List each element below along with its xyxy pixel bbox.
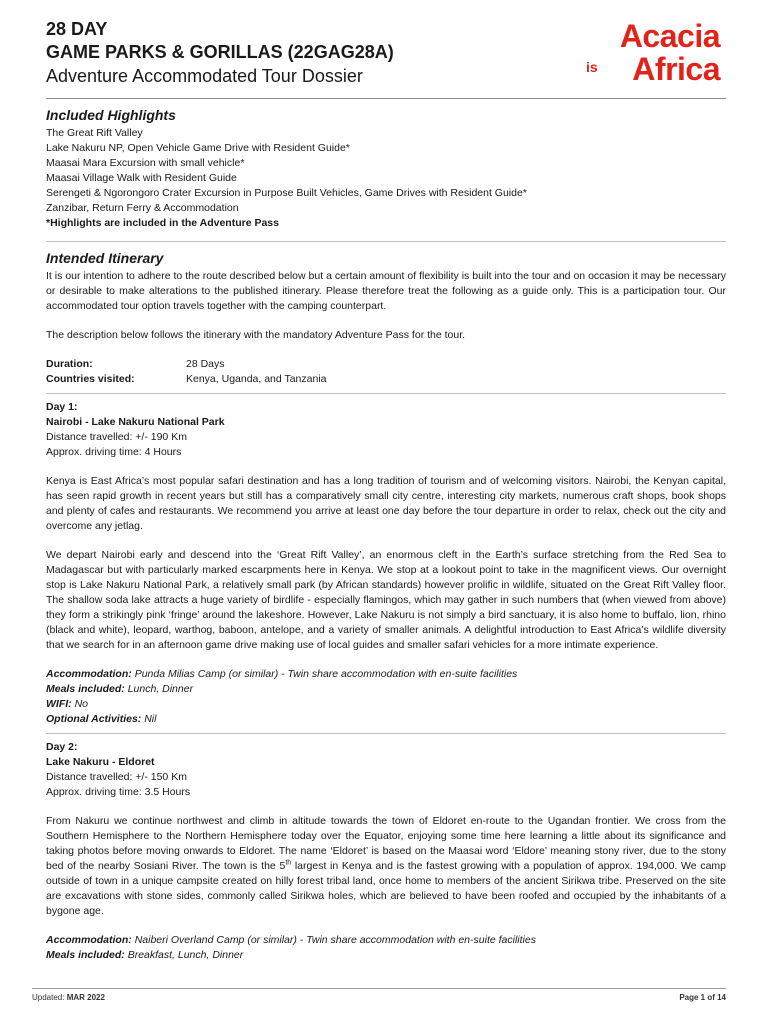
optional-activities-value: Nil (144, 713, 157, 725)
day1-route: Nairobi - Lake Nakuru National Park (46, 416, 225, 428)
meals-label: Meals included: (46, 949, 125, 961)
itinerary-intro: It is our intention to adhere to the route described below but a certain amount of flexibility is built into the tour and on occasion it may be necessary or desirable to make alterations to the published itinerary. Please therefore treat the following as a guide only. This is a participation tour. Our accommodated tour option travels together with the camping counterpart. (46, 270, 726, 312)
dossier-subtitle: Adventure Accommodated Tour Dossier (46, 66, 363, 86)
tour-name-title: GAME PARKS & GORILLAS (22GAG28A) (46, 42, 394, 62)
wifi-value: No (74, 698, 89, 710)
day2-label: Day 2: (46, 741, 78, 753)
day2-meals (46, 948, 726, 963)
highlights-heading: Included Highlights (46, 107, 176, 123)
day2-driving-time: Approx. driving time: 3.5 Hours (46, 786, 191, 798)
page-number: Page 1 of 14 (679, 993, 726, 1002)
highlight-item: Zanzibar, Return Ferry & Accommodation (46, 202, 239, 214)
updated-date (32, 993, 105, 1002)
day2-paragraph-part-a: From Nakuru we continue northwest and climb in altitude towards the town of Eldoret en-route to the Ugandan frontier. We cross from the Southern Hemisphere to the Northern Hemisphere today over the Equator, enjoying some time here learning a little about its significance and taking photos before moving onwards to Eldoret. The name ‘Eldoret’ is based on the Maasai word ‘Eldore’ meaning stony river, due to the stony bed of the nearby Sosiani River. The town is the 5 (46, 815, 726, 872)
ordinal-suffix: th (285, 859, 292, 867)
highlight-item: Maasai Mara Excursion with small vehicle* (46, 157, 245, 169)
accommodation-label: Accommodation: (46, 668, 132, 680)
meals-label: Meals included: (46, 683, 125, 695)
logo-word-africa: Africa (632, 51, 720, 87)
section-divider (46, 241, 726, 242)
updated-label: Updated: (32, 993, 65, 1002)
countries-label: Countries visited: (46, 373, 135, 385)
wifi-label: WIFI: (46, 698, 72, 710)
day2-paragraph-part-b: largest in Kenya and is the fastest growing with a population of approx. 194,000. We camp outside of town in a unique campsite created on hilly forest tribal land, once home to members of the ancient Sirikwa tribe. Preserved on the site are excavations with stone sides, commonly called Sirikwa holes, which are believed to have been roofed and occupied by the inhabitants of a bygone age. (46, 860, 726, 917)
day1-wifi (46, 697, 726, 712)
tour-duration-title: 28 DAY (46, 19, 108, 39)
updated-value: MAR 2022 (66, 993, 105, 1002)
accommodation-value: Punda Milias Camp (or similar) - Twin share accommodation with en-suite facilities (134, 668, 518, 680)
day2-paragraph-1 (46, 814, 726, 919)
title-block (46, 18, 726, 98)
meals-value: Breakfast, Lunch, Dinner (127, 949, 244, 961)
duration-row (46, 357, 726, 372)
highlight-item: Maasai Village Walk with Resident Guide (46, 172, 237, 184)
itinerary-description: The description below follows the itinerary with the mandatory Adventure Pass for the tour. (46, 329, 466, 341)
highlight-item: The Great Rift Valley (46, 127, 143, 139)
itinerary-heading: Intended Itinerary (46, 250, 164, 266)
day1-paragraph-2: We depart Nairobi early and descend into the ‘Great Rift Valley’, an enormous cleft in the Earth’s surface stretching from the Red Sea to Madagascar but with particularly marked escarpments here in Kenya. We stop at a lookout point to take in the magnificent views. Our overnight stop is Lake Nakuru National Park, a relatively small park (by African standards) however prolific in wildlife, situated on the Great Rift Valley floor. The shallow soda lake attracts a huge variety of birdlife - especially flamingos, which may gather in such numbers that (when viewed from above) they form a strikingly pink ‘fringe’ around the lakeshore. However, Lake Nakuru is not simply a bird sanctuary, it is also home to buffalo, lion, rhino (black and white), leopard, warthog, baboon, antelope, and a variety of smaller animals. A delightful introduction to East Africa’s wildlife diversity that we search for in an afternoon game drive making use of local guides and smaller safari vehicles for a more intimate experience. (46, 549, 726, 651)
day1-optional-activities (46, 712, 726, 727)
page-footer (32, 993, 726, 1002)
highlight-item: Lake Nakuru NP, Open Vehicle Game Drive with Resident Guide* (46, 142, 350, 154)
header-divider (46, 98, 726, 99)
adventure-pass-note: *Highlights are included in the Adventure Pass (46, 217, 279, 229)
duration-value: 28 Days (186, 358, 225, 370)
accommodation-label: Accommodation: (46, 934, 132, 946)
day1-meals (46, 682, 726, 697)
optional-activities-label: Optional Activities: (46, 713, 142, 725)
countries-row (46, 372, 726, 387)
day2-accommodation (46, 933, 726, 948)
footer-divider (32, 988, 726, 989)
day1-distance: Distance travelled: +/- 190 Km (46, 431, 187, 443)
accommodation-value: Naiberi Overland Camp (or similar) - Twin share accommodation with en-suite facilities (134, 934, 536, 946)
day2-distance: Distance travelled: +/- 150 Km (46, 771, 187, 783)
day2-route: Lake Nakuru - Eldoret (46, 756, 155, 768)
meals-value: Lunch, Dinner (127, 683, 194, 695)
acacia-africa-logo (584, 20, 724, 90)
day1-paragraph-1: Kenya is East Africa’s most popular safari destination and has a long tradition of tourism and of welcoming visitors. Nairobi, the Kenyan capital, has seen rapid growth in recent years but still has a comparatively small city centre, interesting city markets, numerous craft shops, book shops and plenty of cafes and restaurants. We recommend you arrive at least one day before the tour departure in order to relax, check out the city and overcome any jetlag. (46, 475, 726, 532)
highlight-item: Serengeti & Ngorongoro Crater Excursion in Purpose Built Vehicles, Game Drives with Resident Guide* (46, 187, 527, 199)
day1-label: Day 1: (46, 401, 78, 413)
logo-word-is: is (586, 59, 598, 75)
duration-label: Duration: (46, 358, 93, 370)
day1-driving-time: Approx. driving time: 4 Hours (46, 446, 182, 458)
day1-accommodation (46, 667, 726, 682)
dossier-page (46, 18, 726, 963)
countries-value: Kenya, Uganda, and Tanzania (186, 373, 327, 385)
logo-word-acacia: Acacia (619, 18, 720, 54)
